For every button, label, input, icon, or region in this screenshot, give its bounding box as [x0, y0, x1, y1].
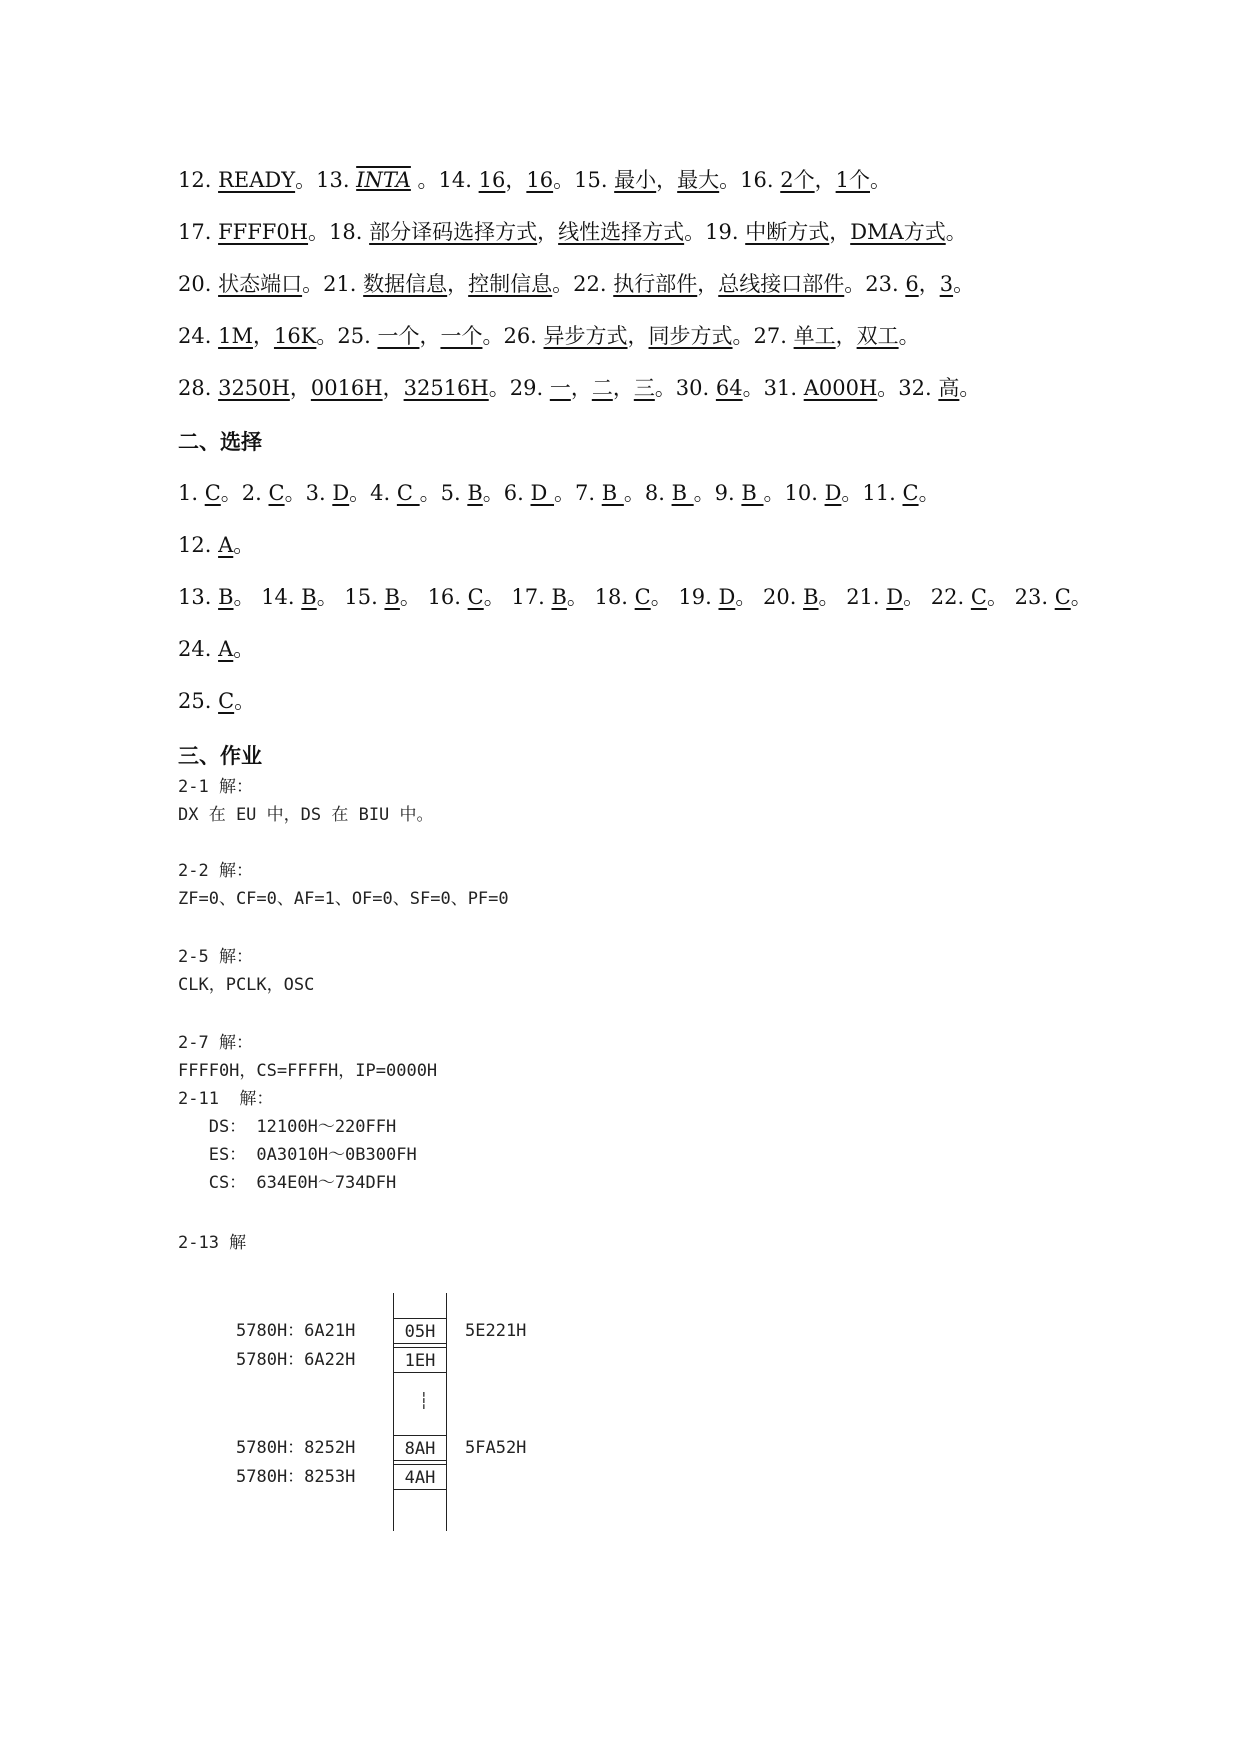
answer-blank: FFFF0H [218, 220, 309, 244]
answer-blank: 1M [218, 324, 253, 348]
question-number: 。30. [654, 376, 716, 400]
answer-blank: 一 [549, 376, 571, 400]
homework-line: 2-7 解： [178, 1033, 253, 1053]
memory-logical-address: 5780H：6A22H [236, 1350, 356, 1370]
fill-line [178, 374, 980, 402]
answer-blank: 状态端口 [218, 272, 303, 296]
question-number: 28. [178, 376, 219, 400]
answer-blank: 异步方式 [543, 324, 628, 348]
question-number: 。31. [742, 376, 804, 400]
homework-line: CLK，PCLK，OSC [178, 975, 315, 995]
memory-logical-address: 5780H：6A21H [236, 1321, 356, 1341]
answer-blank: D [530, 481, 555, 505]
question-number: 。4. [349, 481, 397, 505]
question-number: 。32. [877, 376, 939, 400]
question-number: 24. [178, 637, 219, 661]
answer-blank: 3250H [218, 376, 290, 400]
question-number: 。 14. [233, 585, 302, 609]
answer-blank: 16 [478, 168, 506, 192]
homework-line: 2-5 解： [178, 947, 253, 967]
memory-ellipsis: ┆ [419, 1391, 429, 1410]
answer-blank: DMA方式 [850, 220, 946, 244]
question-number: ， [697, 272, 719, 296]
memory-cell: 05H [393, 1318, 447, 1344]
homework-line: FFFF0H，CS=FFFFH，IP=0000H [178, 1061, 438, 1081]
answer-blank: 线性选择方式 [558, 220, 685, 244]
memory-cell: 8AH [393, 1435, 447, 1461]
answer-blank: C [218, 689, 235, 713]
answer-blank: B [803, 585, 819, 609]
homework-line: ZF=0、CF=0、AF=1、OF=0、SF=0、PF=0 [178, 889, 509, 909]
question-number: 。2. [220, 481, 269, 505]
question-number: 12. [178, 533, 219, 557]
question-number: 。6. [482, 481, 531, 505]
question-number: 24. [178, 324, 219, 348]
answer-blank: A000H [803, 376, 878, 400]
question-number: 。14. [410, 168, 479, 192]
choice-line [178, 531, 254, 559]
answer-blank: 6 [905, 272, 919, 296]
memory-cell: 1EH [393, 1347, 447, 1373]
homework-line: DS： 12100H～220FFH [178, 1117, 397, 1137]
question-number: 。15. [553, 168, 615, 192]
question-number: 。13. [295, 168, 357, 192]
question-number: ， [612, 376, 634, 400]
answer-blank: 1个 [835, 168, 870, 192]
answer-blank: 最小 [614, 168, 657, 192]
answer-blank: C [970, 585, 987, 609]
question-number: ， [656, 168, 678, 192]
fill-line [178, 166, 891, 194]
question-number: 。18. [308, 220, 370, 244]
answer-blank: B [671, 481, 694, 505]
question-number: 。8. [623, 481, 672, 505]
memory-logical-address: 5780H：8253H [236, 1467, 356, 1487]
answer-blank: 高 [938, 376, 960, 400]
question-number: ， [814, 168, 836, 192]
answer-blank: 0016H [310, 376, 383, 400]
question-number: 。29. [488, 376, 550, 400]
answer-blank: 一个 [440, 324, 483, 348]
choice-line [178, 583, 1092, 611]
answer-blank: 总线接口部件 [718, 272, 845, 296]
choice-line [178, 687, 255, 715]
answer-blank: D [886, 585, 904, 609]
question-number: 。19. [684, 220, 746, 244]
question-number: ， [289, 376, 311, 400]
question-number: 。9. [693, 481, 742, 505]
answer-blank: B [301, 585, 317, 609]
question-number: 。 [233, 637, 255, 661]
question-number: 。21. [302, 272, 364, 296]
homework-line: CS： 634E0H～734DFH [178, 1173, 397, 1193]
question-number: 。 21. [818, 585, 887, 609]
memory-logical-address: 5780H：8252H [236, 1438, 356, 1458]
question-number: 。 [898, 324, 920, 348]
question-number: 12. [178, 168, 219, 192]
answer-blank: 数据信息 [363, 272, 448, 296]
fill-line [178, 270, 974, 298]
question-number: ， [419, 324, 441, 348]
answer-blank: A [218, 533, 234, 557]
answer-blank: 三 [633, 376, 655, 400]
question-number: 。10. [763, 481, 825, 505]
question-number: 。 [1070, 585, 1092, 609]
answer-blank: 32516H [403, 376, 489, 400]
section-3-title: 三、作业 [178, 744, 262, 768]
question-number: 。 20. [735, 585, 804, 609]
answer-blank: 一个 [377, 324, 420, 348]
question-number: ， [505, 168, 527, 192]
homework-line: 2-2 解： [178, 861, 253, 881]
question-number: 1. [178, 481, 205, 505]
question-number: 25. [178, 689, 219, 713]
question-number: 。26. [482, 324, 544, 348]
question-number: 13. [178, 585, 219, 609]
homework-line: DX 在 EU 中，DS 在 BIU 中。 [178, 805, 434, 825]
choice-line [178, 635, 254, 663]
homework-line: 2-1 解： [178, 777, 253, 797]
choice-line [178, 479, 940, 507]
fill-line [178, 322, 920, 350]
answer-blank: D [332, 481, 350, 505]
answer-blank: C [268, 481, 285, 505]
question-number: ， [918, 272, 940, 296]
question-number: 。 17. [483, 585, 552, 609]
answer-blank: 部分译码选择方式 [369, 220, 538, 244]
question-number: 。27. [732, 324, 794, 348]
answer-blank: B [551, 585, 567, 609]
answer-blank: B [467, 481, 483, 505]
question-number: 。16. [719, 168, 781, 192]
answer-blank: 16 [526, 168, 554, 192]
answer-blank: C [634, 585, 651, 609]
question-number: ， [570, 376, 592, 400]
question-number: 。 [918, 481, 940, 505]
answer-blank: 3 [939, 272, 954, 296]
answer-blank: 单工 [793, 324, 836, 348]
question-number: 。 [953, 272, 975, 296]
answer-blank: 二 [591, 376, 613, 400]
question-number: 。 15. [316, 585, 385, 609]
question-number: 。11. [841, 481, 903, 505]
answer-blank: C [467, 585, 484, 609]
answer-blank: D [824, 481, 842, 505]
answer-blank: B [384, 585, 400, 609]
homework-line: ES： 0A3010H～0B300FH [178, 1145, 417, 1165]
question-number: 。 23. [986, 585, 1055, 609]
answer-blank: C [1054, 585, 1071, 609]
section-2-title: 二、选择 [178, 430, 262, 454]
answer-blank: 16K [273, 324, 317, 348]
question-number: ， [537, 220, 559, 244]
answer-blank: 同步方式 [648, 324, 733, 348]
question-number: 。 [945, 220, 967, 244]
memory-cell: 4AH [393, 1464, 447, 1490]
question-number: ， [382, 376, 404, 400]
memory-physical-address: 5FA52H [465, 1438, 527, 1458]
question-number: 。 22. [903, 585, 971, 609]
answer-blank: D [718, 585, 736, 609]
homework-line: 2-11 解： [178, 1089, 274, 1109]
question-number: 。3. [284, 481, 333, 505]
question-number: 。 [233, 533, 255, 557]
question-number: 。 [870, 168, 891, 192]
question-number: 20. [178, 272, 219, 296]
question-number: 。 18. [566, 585, 635, 609]
question-number: ， [829, 220, 851, 244]
question-number: ， [252, 324, 274, 348]
answer-blank: INTA [356, 168, 411, 192]
question-number: 。7. [554, 481, 602, 505]
answer-blank: 中断方式 [745, 220, 830, 244]
question-number: 。5. [419, 481, 468, 505]
answer-blank: 执行部件 [613, 272, 698, 296]
answer-blank: READY [218, 168, 296, 192]
question-number: 。23. [844, 272, 906, 296]
memory-physical-address: 5E221H [465, 1321, 527, 1341]
answer-blank: C [204, 481, 221, 505]
question-number: ， [835, 324, 857, 348]
question-number: ， [447, 272, 469, 296]
answer-blank: B [741, 481, 764, 505]
question-number: 。 [234, 689, 256, 713]
answer-blank: B [218, 585, 234, 609]
answer-blank: A [218, 637, 234, 661]
answer-blank: 64 [715, 376, 743, 400]
question-number: 。22. [552, 272, 614, 296]
answer-blank: C [902, 481, 919, 505]
question-number: 17. [178, 220, 219, 244]
question-number: 。25. [316, 324, 378, 348]
homework-line: 2-13 解 [178, 1233, 247, 1253]
answer-blank: 控制信息 [468, 272, 553, 296]
question-number: ， [627, 324, 649, 348]
answer-blank: 2个 [780, 168, 815, 192]
answer-blank: 双工 [856, 324, 899, 348]
answer-blank: 最大 [677, 168, 720, 192]
fill-line [178, 218, 967, 246]
question-number: 。 19. [650, 585, 719, 609]
answer-blank: C [396, 481, 420, 505]
answer-blank: B [601, 481, 624, 505]
question-number: 。 16. [399, 585, 468, 609]
question-number: 。 [959, 376, 981, 400]
